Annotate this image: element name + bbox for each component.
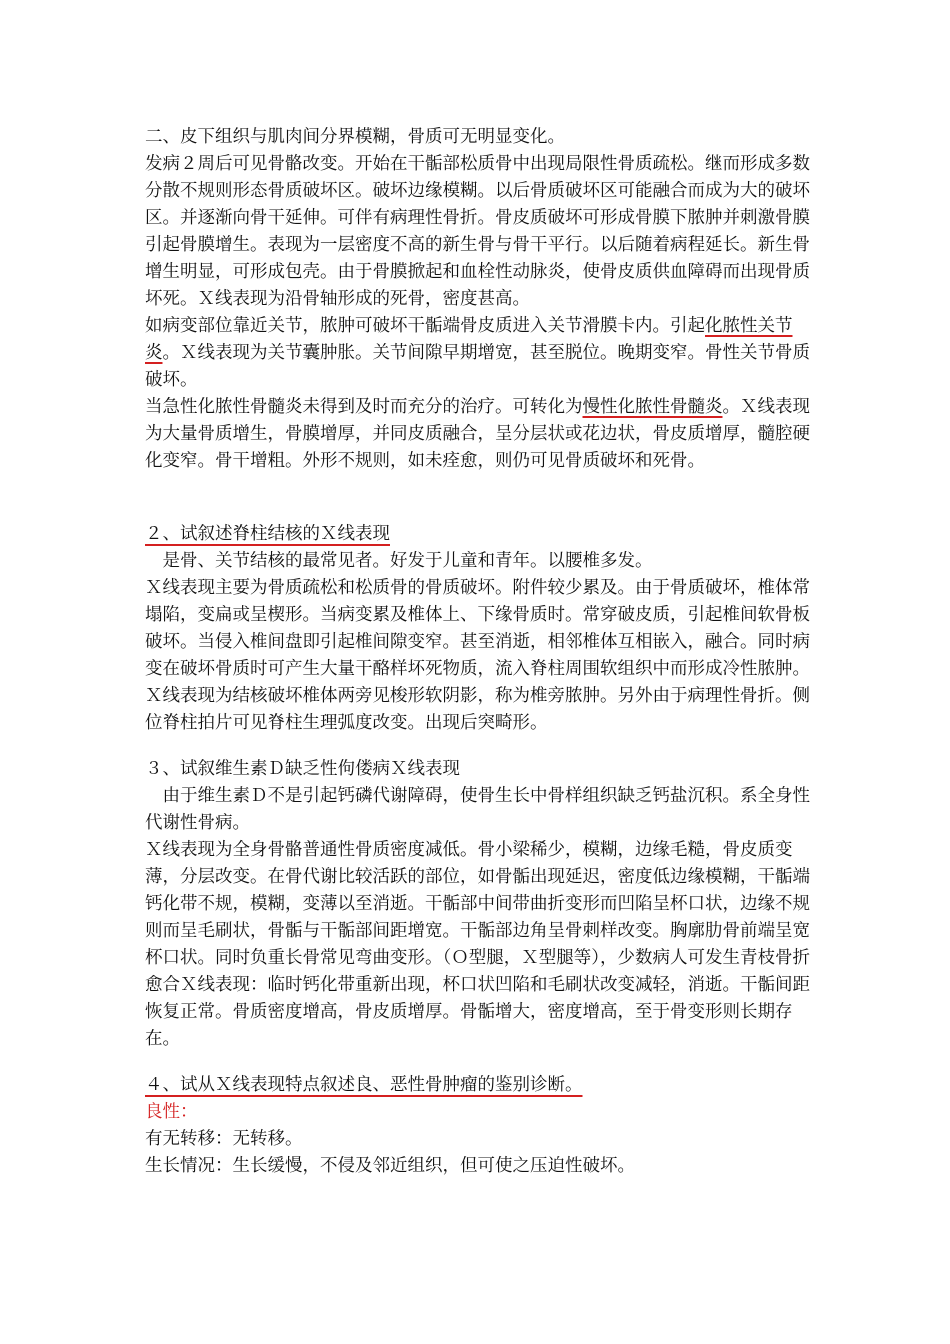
paragraph: 发病２周后可见骨骼改变。开始在干骺部松质骨中出现局限性骨质疏松。继而形成多数分散不规则形态骨质破坏区。破坏边缘模糊。以后骨质破坏区可能融合而成为大的破坏区。并逐渐向骨干延伸。可伴有病理性骨折。骨皮质破坏可形成骨膜下脓肿并刺激骨膜引起骨膜增生。表现为一层密度不高的新生骨与骨干平行。以后随着病程延长。新生骨增生明显，可形成包壳。由于骨膜掀起和血栓性动脉炎，使骨皮质供血障碍而出现骨质坏死。Ｘ线表现为沿骨轴形成的死骨，密度甚高。 [145,154,810,309]
spacer [145,475,815,502]
paragraph: 有无转移：无转移。 [145,1129,303,1149]
section-heading: ２、试叙述脊柱结核的Ｘ线表现 [145,524,390,544]
spacer [145,1053,815,1072]
paragraph: 生长情况：生长缓慢，不侵及邻近组织，但可使之压迫性破坏。 [145,1156,635,1176]
paragraph: 如病变部位靠近关节，脓肿可破坏干骺端骨皮质进入关节滑膜卡内。引起化脓性关节炎。Ｘ线表现为关节囊肿胀。关节间隙早期增宽，甚至脱位。晚期变窄。骨性关节骨质破坏。 [145,316,810,390]
paragraph: Ｘ线表现为全身骨骼普通性骨质密度减低。骨小梁稀少，模糊，边缘毛糙，骨皮质变薄，分层改变。在骨代谢比较活跃的部位，如骨骺出现延迟，密度低边缘模糊，干骺端钙化带不规，模糊，变薄以至消逝。干骺部中间带曲折变形而凹陷呈杯口状，边缘不规则而呈毛刷状，骨骺与干骺部间距增宽。干骺部边角呈骨刺样改变。胸廓肋骨前端呈宽杯口状。同时负重长骨常见弯曲变形。（Ｏ型腿，Ｘ型腿等），少数病人可发生青枝骨折愈合Ｘ线表现：临时钙化带重新出现，杯口状凹陷和毛刷状改变减轻，消逝。干骺间距恢复正常。骨质密度增高，骨皮质增厚。骨骺增大，密度增高，至于骨变形则长期存在。 [145,840,810,1049]
paragraph: Ｘ线表现主要为骨质疏松和松质骨的骨质破坏。附件较少累及。由于骨质破坏，椎体常塌陷，变扁或呈楔形。当病变累及椎体上、下缘骨质时。常穿破皮质，引起椎间软骨板破坏。当侵入椎间盘即引起椎间隙变窄。甚至消逝，相邻椎体互相嵌入，融合。同时病变在破坏骨质时可产生大量干酪样坏死物质，流入脊柱周围软组织中而形成冷性脓肿。Ｘ线表现为结核破坏椎体两旁见梭形软阴影，称为椎旁脓肿。另外由于病理性骨折。侧位脊柱拍片可见脊柱生理弧度改变。出现后突畸形。 [145,578,810,733]
section-heading: ３、试叙维生素Ｄ缺乏性佝偻病Ｘ线表现 [145,759,460,779]
paragraph: 由于维生素Ｄ不是引起钙磷代谢障碍，使骨生长中骨样组织缺乏钙盐沉积。系全身性代谢性骨病。 [145,786,810,833]
paragraph: 当急性化脓性骨髓炎未得到及时而充分的治疗。可转化为慢性化脓性骨髓炎。Ｘ线表现为大量骨质增生，骨膜增厚，并同皮质融合，呈分层状或花边状，骨皮质增厚，髓腔硬化变窄。骨干增粗。外形不规则，如未痊愈，则仍可见骨质破坏和死骨。 [145,397,810,471]
paragraph: 二、皮下组织与肌肉间分界模糊，骨质可无明显变化。 [145,127,565,147]
document-page [145,124,815,1180]
spacer [145,737,815,756]
paragraph: 是骨、关节结核的最常见者。好发于儿童和青年。以腰椎多发。 [145,551,653,571]
underlined-term: 慢性化脓性骨髓炎 [582,397,723,417]
benign-label: 良性： [145,1102,198,1122]
section-heading: ４、试从Ｘ线表现特点叙述良、恶性骨肿瘤的鉴别诊断。 [145,1075,583,1095]
underlined-term: 化脓性关节炎 [145,316,793,363]
spacer [145,502,815,521]
